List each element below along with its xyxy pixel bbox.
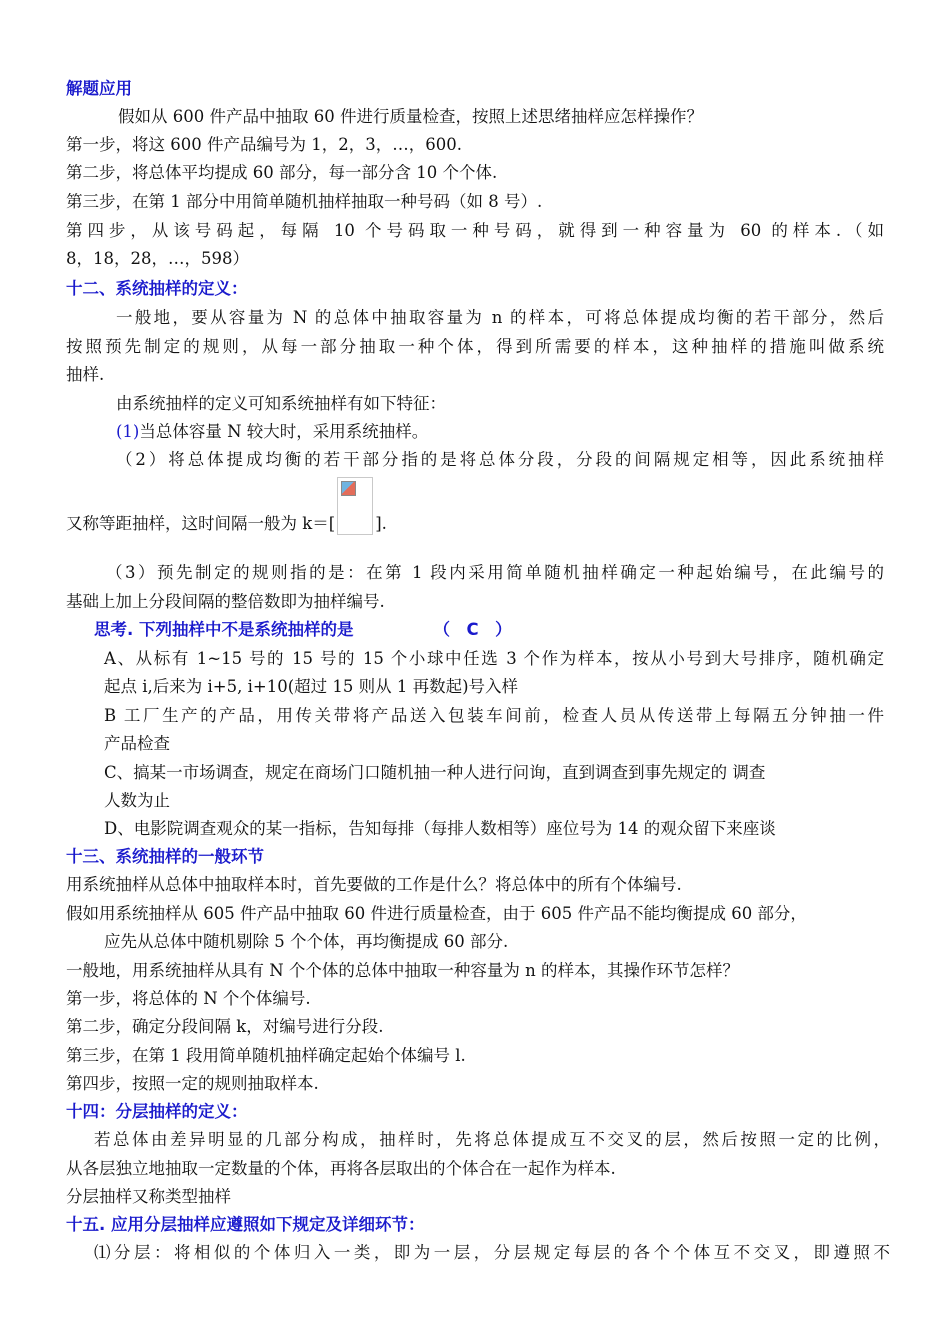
general-line-1: 用系统抽样从总体中抽取样本时，首先要做的工作是什么？将总体中的所有个体编号. <box>66 875 682 894</box>
heading-application: 解题应用 <box>66 79 132 98</box>
feature-2-line-2 <box>66 475 387 535</box>
general-line-2: 假如用系统抽样从 605 件产品中抽取 60 件进行质量检查，由于 605 件产品不能均衡提成 60 部分， <box>66 904 807 923</box>
stratified-line-3: 分层抽样又称类型抽样 <box>66 1187 231 1206</box>
option-c-line-1: C、搞某一市场调查，规定在商场门口随机抽一种人进行问询，直到调查到事先规定的 调查 <box>104 763 766 782</box>
definition-line-2: 按照预先制定的规则，从每一部分抽取一种个体，得到所需要的样本，这种抽样的措施叫做系统 <box>66 337 884 356</box>
stratified-step-1: ⑴分层：将相似的个体归入一类，即为一层，分层规定每层的各个个体互不交叉，即遵照不 <box>94 1243 890 1262</box>
feature-3-line-1: （3）预先制定的规则指的是：在第 1 段内采用简单随机抽样确定一种起始编号，在此编号的 <box>106 563 884 582</box>
think-question-text: 思考. 下列抽样中不是系统抽样的是 <box>94 620 354 639</box>
heading-stratified-steps: 十五. 应用分层抽样应遵照如下规定及详细环节： <box>66 1215 425 1234</box>
think-answer: （ C ） <box>433 620 512 639</box>
general-line-4: 一般地，用系统抽样从具有 N 个个体的总体中抽取一种容量为 n 的样本，其操作环节怎样？ <box>66 961 740 980</box>
stratified-line-1: 若总体由差异明显的几部分构成，抽样时，先将总体提成互不交叉的层，然后按照一定的比例， <box>94 1130 890 1149</box>
definition-line-3: 抽样. <box>66 365 105 384</box>
feature-2-text: 又称等距抽样，这时间隔一般为 k＝[ <box>66 514 336 533</box>
step-4-line-1: 第四步，从该号码起，每隔 10 个号码取一种号码，就得到一种容量为 60 的样本.（如 <box>66 221 884 240</box>
features-intro: 由系统抽样的定义可知系统抽样有如下特征： <box>116 394 446 413</box>
option-c-line-2: 人数为止 <box>104 791 170 810</box>
option-d: D、电影院调查观众的某一指标，告知每排（每排人数相等）座位号为 14 的观众留下来座谈 <box>104 819 776 838</box>
feature-2-close: ]. <box>375 514 387 533</box>
image-placeholder-icon <box>341 481 356 496</box>
feature-2-line-1: （2）将总体提成均衡的若干部分指的是将总体分段，分段的间隔规定相等，因此系统抽样 <box>116 450 884 469</box>
general-step-1: 第一步，将总体的 N 个个体编号. <box>66 989 311 1008</box>
option-b-line-2: 产品检查 <box>104 734 170 753</box>
general-step-2: 第二步，确定分段间隔 k，对编号进行分段. <box>66 1017 384 1036</box>
general-step-4: 第四步，按照一定的规则抽取样本. <box>66 1074 319 1093</box>
paragraph-question: 假如从 600 件产品中抽取 60 件进行质量检查，按照上述思绪抽样应怎样操作？ <box>118 107 703 126</box>
option-a-line-2: 起点 i,后来为 i+5, i+10(超过 15 则从 1 再数起)号入样 <box>104 677 519 696</box>
feature-1-text: 当总体容量 N 较大时，采用系统抽样。 <box>139 422 429 441</box>
step-3: 第三步，在第 1 部分中用简单随机抽样抽取一种号码（如 8 号）. <box>66 192 543 211</box>
definition-line-1: 一般地，要从容量为 N 的总体中抽取容量为 n 的样本，可将总体提成均衡的若干部分，然后 <box>116 308 884 327</box>
step-1: 第一步，将这 600 件产品编号为 1，2，3，…，600. <box>66 135 462 154</box>
heading-stratified-definition: 十四：分层抽样的定义： <box>66 1102 248 1121</box>
option-a-line-1: A、从标有 1~15 号的 15 号的 15 个小球中任选 3 个作为样本，按从小号到大号排序，随机确定 <box>104 649 884 668</box>
heading-general-steps: 十三、系统抽样的一般环节 <box>66 847 264 866</box>
general-line-3: 应先从总体中随机剔除 5 个个体，再均衡提成 60 部分. <box>104 932 509 951</box>
think-question <box>94 619 512 641</box>
general-step-3: 第三步，在第 1 段用简单随机抽样确定起始个体编号 l. <box>66 1046 466 1065</box>
step-4-line-2: 8，18，28，…，598） <box>66 249 249 268</box>
step-2: 第二步，将总体平均提成 60 部分，每一部分含 10 个个体. <box>66 163 498 182</box>
stratified-line-2: 从各层独立地抽取一定数量的个体，再将各层取出的个体合在一起作为样本. <box>66 1159 616 1178</box>
feature-1 <box>116 421 428 443</box>
option-b-line-1: B 工厂生产的产品，用传关带将产品送入包装车间前，检查人员从传送带上每隔五分钟抽一件 <box>104 706 884 725</box>
heading-systematic-definition: 十二、系统抽样的定义： <box>66 279 248 298</box>
feature-3-line-2: 基础上加上分段间隔的整倍数即为抽样编号. <box>66 592 385 611</box>
broken-image-icon <box>337 477 373 535</box>
feature-1-mark: (1) <box>116 422 140 441</box>
